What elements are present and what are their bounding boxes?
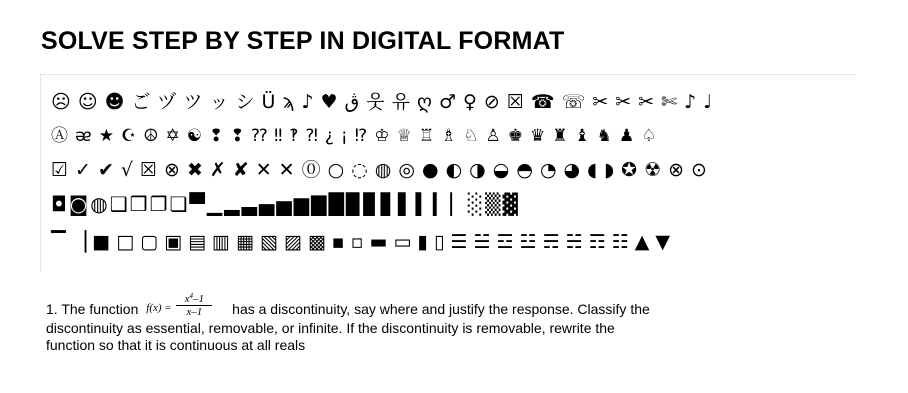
symbol-glyph: █ (328, 192, 343, 216)
symbol-glyph: ☪ (120, 125, 137, 146)
symbol-glyph: ✕ (278, 158, 295, 181)
symbol-glyph: ☺ (77, 90, 98, 113)
function-label: f(x) = (146, 302, 172, 314)
symbol-glyph: ◌ (351, 158, 368, 181)
symbol-glyph: ☻ (104, 90, 125, 113)
symbol-glyph: ▆ (293, 192, 309, 216)
symbol-glyph: ⊙ (691, 158, 707, 181)
symbol-glyph: ✓ (75, 158, 91, 181)
symbol-glyph: √ (120, 158, 133, 181)
function-formula (146, 290, 224, 320)
symbol-glyph: ▏ (450, 192, 465, 216)
problem-statement (46, 290, 706, 354)
symbol-glyph: ✔ (97, 158, 114, 181)
symbol-glyph: ♕ (396, 125, 412, 146)
symbol-glyph: Ⓐ (51, 125, 68, 146)
symbol-glyph: ▄ (259, 192, 274, 216)
symbol-palette (40, 74, 855, 272)
symbol-row-3 (51, 155, 855, 185)
symbol-glyph: ღ (417, 90, 432, 113)
symbol-glyph: ☎ (530, 90, 555, 113)
symbol-glyph: ■ (92, 230, 111, 253)
symbol-glyph: ⊗ (164, 158, 180, 181)
symbol-glyph: ▕ (71, 230, 87, 253)
symbol-glyph: ヅ (157, 90, 177, 113)
symbol-glyph: ✡ (165, 125, 180, 146)
symbol-glyph: ♖ (418, 125, 434, 146)
symbol-glyph: ▀ (189, 192, 204, 216)
symbol-glyph: ☵ (565, 230, 583, 253)
symbol-glyph: ☯ (186, 125, 202, 146)
symbol-glyph: ▤ (188, 230, 207, 253)
symbol-glyph: ◐ (445, 158, 463, 181)
symbol-glyph: ☴ (542, 230, 560, 253)
symbol-glyph: ▇ (311, 192, 326, 216)
symbol-glyph: ♞ (596, 125, 612, 146)
symbol-glyph: ◔ (539, 158, 557, 181)
symbol-glyph: ▎ (432, 192, 448, 216)
symbol-glyph: ▃ (241, 192, 256, 216)
fraction (176, 290, 212, 318)
symbol-glyph: ◙ (68, 192, 88, 216)
symbol-row-5 (51, 227, 855, 257)
symbol-glyph: ‼ (274, 125, 283, 146)
fraction-numerator: $x^4-1$ (176, 290, 212, 306)
symbol-glyph: ☏ (561, 90, 586, 113)
symbol-glyph: ☒ (140, 158, 158, 181)
symbol-glyph: ᴂ (75, 125, 92, 146)
symbol-glyph: ⁉ (354, 125, 368, 146)
symbol-glyph: ❒ (129, 192, 147, 216)
symbol-glyph: ❏ (169, 192, 187, 216)
symbol-glyph: 웃 (366, 90, 385, 113)
symbol-glyph: ◘ (51, 192, 66, 216)
fraction-denominator: x–1 (186, 306, 203, 318)
symbol-glyph: ◑ (469, 158, 486, 181)
symbol-glyph: ❢ (208, 125, 224, 146)
symbol-glyph: ✄ (661, 90, 678, 113)
symbol-glyph: ▢ (140, 230, 159, 253)
symbol-glyph: ♟ (618, 125, 635, 146)
symbol-row-4 (51, 189, 855, 219)
symbol-glyph: ☶ (588, 230, 606, 253)
symbol-glyph: ♪ (684, 90, 697, 113)
symbol-glyph: ◓ (516, 158, 533, 181)
symbol-glyph: ✘ (232, 158, 249, 181)
symbol-glyph: ▁ (206, 192, 222, 216)
symbol-glyph: ✗ (209, 158, 226, 181)
symbol-glyph: ▲ (634, 230, 650, 253)
symbol-glyph: ☲ (496, 230, 514, 253)
symbol-glyph: ♪ (301, 90, 314, 113)
symbol-glyph: ♀ (463, 90, 477, 113)
symbol-glyph: ☮ (143, 125, 159, 146)
symbol-glyph: ❑ (109, 192, 127, 216)
symbol-glyph: ¿ (324, 125, 334, 146)
symbol-glyph: ϡ (282, 90, 295, 113)
symbol-glyph: ♩ (703, 90, 713, 113)
symbol-glyph: ▒ (485, 192, 500, 216)
symbol-glyph: ⊗ (668, 158, 685, 181)
symbol-glyph: ▮ (417, 230, 428, 253)
symbol-glyph: ▭ (393, 230, 412, 253)
symbol-glyph: ☹ (51, 90, 71, 113)
problem-intro: 1. The function (46, 301, 139, 317)
symbol-glyph: ▧ (259, 230, 278, 253)
page-title: SOLVE STEP BY STEP IN DIGITAL FORMAT (41, 27, 565, 55)
symbol-glyph: ▼ (655, 230, 671, 253)
symbol-glyph: ◗ (604, 158, 615, 181)
symbol-glyph: ♜ (552, 125, 568, 146)
symbol-glyph: ♛ (529, 125, 546, 146)
symbol-glyph: ♗ (440, 125, 457, 146)
symbol-glyph: ☰ (450, 230, 468, 253)
symbol-glyph: ⁇ (251, 125, 268, 146)
symbol-glyph: ✪ (621, 158, 638, 181)
symbol-row-1 (51, 87, 855, 117)
symbol-glyph: Ü (261, 90, 276, 113)
symbol-glyph: ‽ (289, 125, 299, 146)
symbol-glyph: ▉ (345, 192, 361, 216)
problem-line-1 (46, 290, 706, 320)
symbol-glyph: ▥ (212, 230, 230, 253)
symbol-glyph: ♝ (574, 125, 590, 146)
symbol-glyph: ¡ (340, 125, 348, 146)
symbol-glyph: ▩ (307, 230, 326, 253)
symbol-glyph: ▋ (380, 192, 396, 216)
symbol-glyph: ◖ (587, 158, 598, 181)
symbol-glyph: ☳ (519, 230, 537, 253)
symbol-glyph: ▅ (276, 192, 291, 216)
symbol-glyph: □ (116, 230, 135, 253)
symbol-glyph: ▍ (415, 192, 430, 216)
symbol-glyph: シ (235, 90, 255, 113)
symbol-glyph: ◒ (492, 158, 510, 181)
symbol-glyph: ご (131, 90, 151, 113)
symbol-glyph: ☢ (644, 158, 662, 181)
symbol-glyph: ▯ (433, 230, 445, 253)
symbol-glyph: ▣ (164, 230, 183, 253)
symbol-glyph: ▂ (224, 192, 239, 216)
symbol-glyph: ❐ (149, 192, 167, 216)
symbol-glyph: ⊘ (483, 90, 500, 113)
symbol-glyph: ▓ (502, 192, 517, 216)
symbol-glyph: ▬ (369, 230, 388, 253)
symbol-glyph: ▔ (51, 230, 66, 253)
symbol-glyph: ▌ (398, 192, 413, 216)
symbol-glyph: ⁈ (305, 125, 318, 146)
symbol-glyph: ✕ (255, 158, 272, 181)
problem-line-3: function so that it is continuous at all reals (46, 337, 306, 353)
symbol-glyph: ▪ (331, 230, 345, 253)
symbol-glyph: ☷ (611, 230, 629, 253)
symbol-glyph: ڨ (344, 90, 360, 113)
symbol-glyph: ✂ (592, 90, 609, 113)
symbol-glyph: ♘ (463, 125, 479, 146)
symbol-glyph: ♔ (374, 125, 390, 146)
symbol-glyph: ♂ (438, 90, 456, 113)
symbol-glyph: ☑ (51, 158, 69, 181)
symbol-glyph: ▫ (350, 230, 364, 253)
symbol-glyph: ❢ (230, 125, 245, 146)
problem-line-1-rest: has a discontinuity, say where and justify the response. Classify the (232, 301, 650, 317)
symbol-glyph: ♙ (485, 125, 501, 146)
symbol-glyph: ◕ (563, 158, 581, 181)
symbol-glyph: ◎ (398, 158, 415, 181)
symbol-glyph: ● (421, 158, 439, 181)
symbol-glyph: ✖ (186, 158, 203, 181)
symbol-glyph: ▨ (283, 230, 302, 253)
symbol-glyph: ★ (98, 125, 114, 146)
symbol-glyph: ◍ (374, 158, 392, 181)
symbol-glyph: ♚ (507, 125, 523, 146)
symbol-glyph: ☱ (473, 230, 491, 253)
symbol-row-2 (51, 121, 855, 151)
symbol-glyph: ✂ (615, 90, 632, 113)
symbol-glyph: ▦ (235, 230, 254, 253)
symbol-glyph: ♤ (641, 125, 657, 146)
symbol-glyph: ♥ (320, 90, 338, 113)
symbol-glyph: ✂ (638, 90, 655, 113)
symbol-glyph: ッ (209, 90, 229, 113)
symbol-glyph: ツ (183, 90, 203, 113)
problem-line-2: discontinuity as essential, removable, or infinite. If the discontinuity is removable, rewrite the (46, 320, 615, 336)
symbol-glyph: ☒ (506, 90, 524, 113)
symbol-glyph: ⓪ (301, 158, 321, 181)
symbol-glyph: 유 (391, 90, 411, 113)
symbol-glyph: ▊ (363, 192, 378, 216)
symbol-glyph: ○ (327, 158, 345, 181)
symbol-glyph: ◍ (90, 192, 107, 216)
symbol-glyph: ░ (467, 192, 483, 216)
